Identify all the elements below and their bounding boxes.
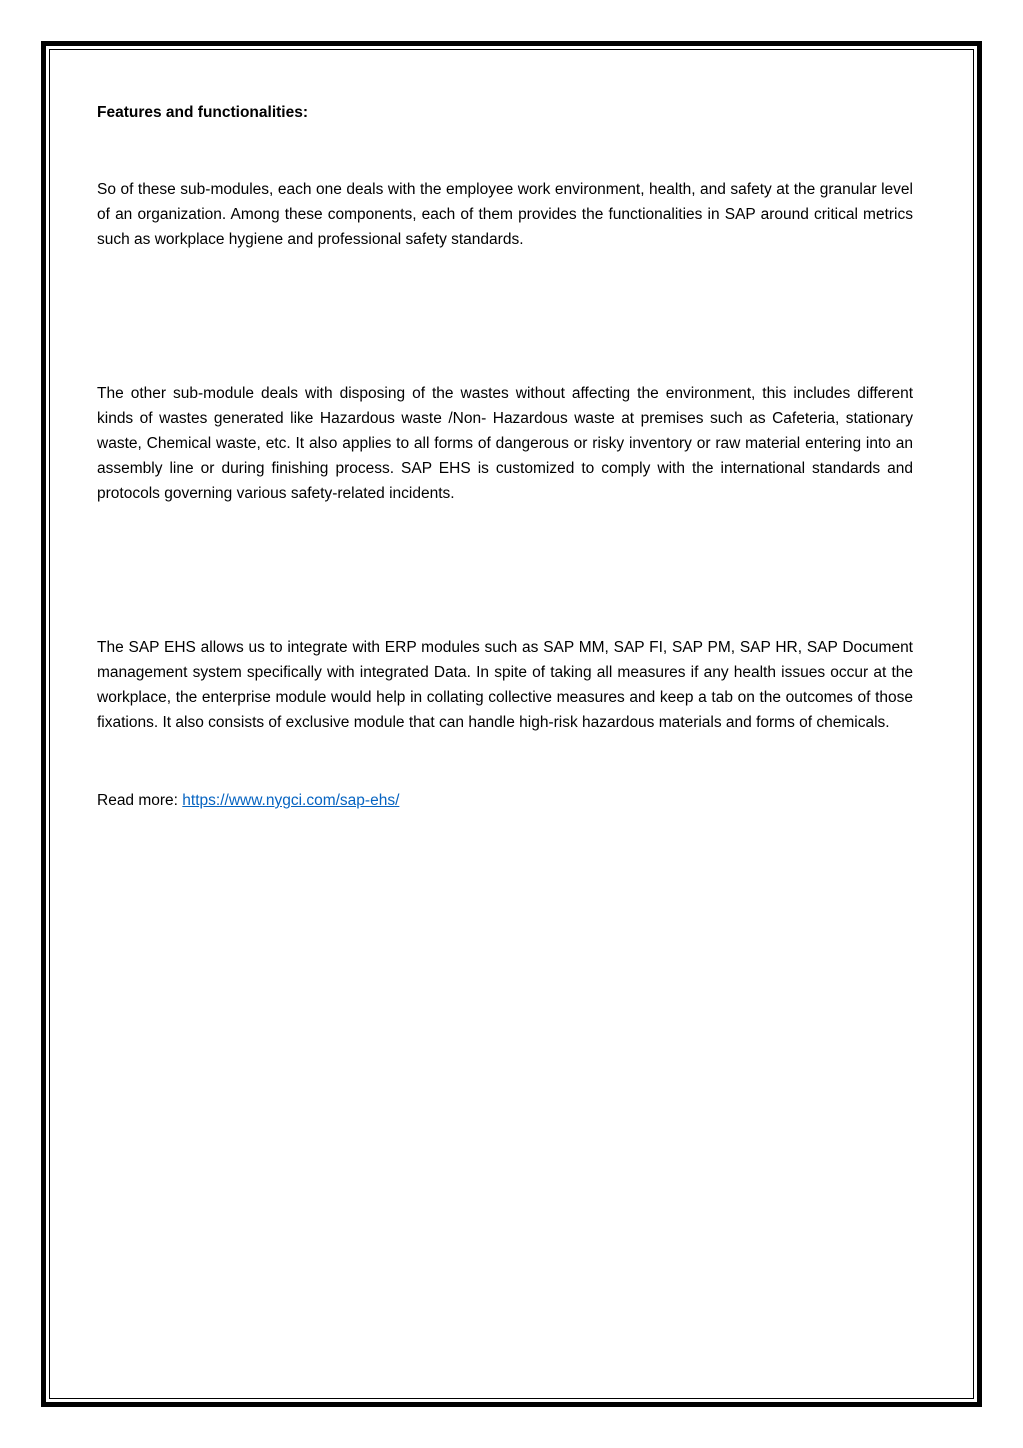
read-more-label: Read more:	[97, 792, 183, 809]
paragraph-waste-disposal: The other sub-module deals with disposing of the wastes without affecting the environment, this includes different kinds of wastes generated like Hazardous waste /Non- Hazardous waste at premises such as Cafeteria, stationary waste, Chemical waste, etc. It also applies to all forms of dangerous or risky inventory or raw material entering into an assembly line or during finishing process. SAP EHS is customized to comply with the international standards and protocols governing various safety-related incidents.	[97, 385, 913, 502]
read-more-link[interactable]: https://www.nygci.com/sap-ehs/	[182, 792, 400, 809]
read-more-line	[97, 788, 913, 813]
document-body	[97, 100, 913, 813]
section-heading: Features and functionalities:	[97, 104, 309, 121]
paragraph-sub-modules: So of these sub-modules, each one deals with the employee work environment, health, and safety at the granular level of an organization. Among these components, each of them provides the functionalities in SAP around critical metrics such as workplace hygiene and professional safety standards.	[97, 181, 913, 248]
paragraph-erp-integration: The SAP EHS allows us to integrate with ERP modules such as SAP MM, SAP FI, SAP PM, SAP HR, SAP Document management system specifically with integrated Data. In spite of taking all measures if any health issues occur at the workplace, the enterprise module would help in collating collective measures and keep a tab on the outcomes of those fixations. It also consists of exclusive module that can handle high-risk hazardous materials and forms of chemicals.	[97, 639, 913, 731]
